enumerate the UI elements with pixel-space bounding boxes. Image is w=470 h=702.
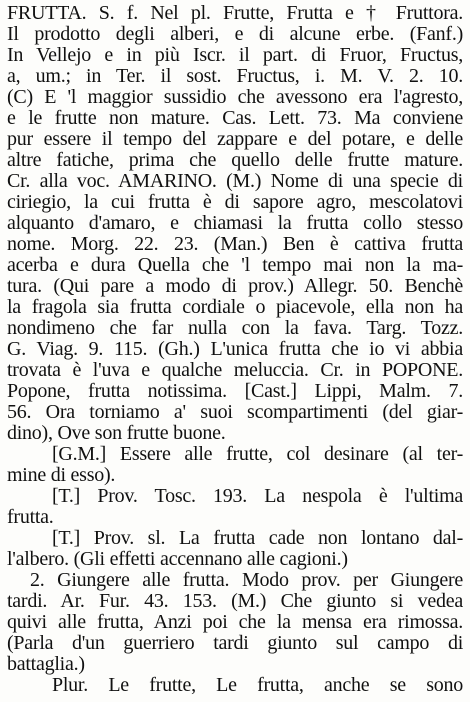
entry-line-33: Plur. Le frutte, Le frutta, anche se sono: [52, 674, 463, 696]
entry-line-7: pur essere il tempo del zappare e del potare, e delle: [7, 128, 463, 150]
entry-line-5: (C) E 'l maggior sussidio che avessono era l'agresto,: [7, 86, 463, 108]
entry-line-11: alquanto d'amaro, e chiamasi la frutta collo stesso: [7, 212, 463, 234]
entry-line-9: Cr. alla voc. AMARINO. (M.) Nome di una specie di: [7, 170, 463, 192]
entry-line-25: frutta.: [7, 506, 54, 528]
entry-line-14: tura. (Qui pare a modo di prov.) Allegr. 50. Benchè: [7, 275, 463, 297]
entry-line-3: In Vellejo e in più Iscr. il part. di Fruor, Fructus,: [7, 44, 463, 66]
entry-line-4: a, um.; in Ter. il sost. Fructus, i. M. V. 2. 10.: [7, 65, 463, 87]
entry-line-27: l'albero. (Gli effetti accennano alle cagioni.): [7, 548, 348, 570]
entry-line-19: Popone, frutta notissima. [Cast.] Lippi, Malm. 7.: [7, 380, 463, 402]
entry-line-30: quivi alle frutta, Anzi poi che la mensa era rimossa.: [7, 611, 463, 633]
entry-line-29: tardi. Ar. Fur. 43. 153. (M.) Che giunto si vedea: [7, 590, 463, 612]
entry-line-26: [T.] Prov. sl. La frutta cade non lontano dal-: [52, 527, 463, 549]
entry-line-16: nondimeno che far nulla con la fava. Targ. Tozz.: [7, 317, 463, 339]
entry-line-17: G. Viag. 9. 115. (Gh.) L'unica frutta che io vi abbia: [7, 338, 463, 360]
entry-line-24: [T.] Prov. Tosc. 193. La nespola è l'ultima: [52, 485, 463, 507]
entry-line-12: nome. Morg. 22. 23. (Man.) Ben è cattiva frutta: [7, 233, 463, 255]
entry-line-10: ciriegio, la cui frutta è di sapore agro, mescolatovi: [7, 191, 463, 213]
entry-line-8: altre fatiche, prima che quello delle frutte mature.: [7, 149, 463, 171]
entry-line-23: mine di esso).: [7, 464, 116, 486]
entry-line-22: [G.M.] Essere alle frutte, col desinare (al ter-: [52, 443, 463, 465]
entry-line-21: dino), Ove son frutte buone.: [7, 422, 226, 444]
entry-line-15: la fragola sia frutta cordiale o piacevole, ella non ha: [7, 296, 463, 318]
entry-line-1: FRUTTA. S. f. Nel pl. Frutte, Frutta e † Fruttora.: [7, 2, 463, 24]
entry-line-28: 2. Giungere alle frutta. Modo prov. per Giungere: [30, 569, 463, 591]
entry-line-6: e le frutte non mature. Cas. Lett. 73. Ma conviene: [7, 107, 463, 129]
entry-line-20: 56. Ora torniamo a' suoi scompartimenti (del giar-: [7, 401, 463, 423]
entry-line-31: (Parla d'un guerriero tardi giunto sul campo di: [7, 632, 463, 654]
entry-line-18: trovata è l'uva e qualche meluccia. Cr. in POPONE.: [7, 359, 463, 381]
entry-line-2: Il prodotto degli alberi, e di alcune erbe. (Fanf.): [7, 23, 463, 45]
entry-line-13: acerba e dura Quella che 'l tempo mai non la ma-: [7, 254, 463, 276]
entry-line-32: battaglia.): [7, 653, 85, 675]
